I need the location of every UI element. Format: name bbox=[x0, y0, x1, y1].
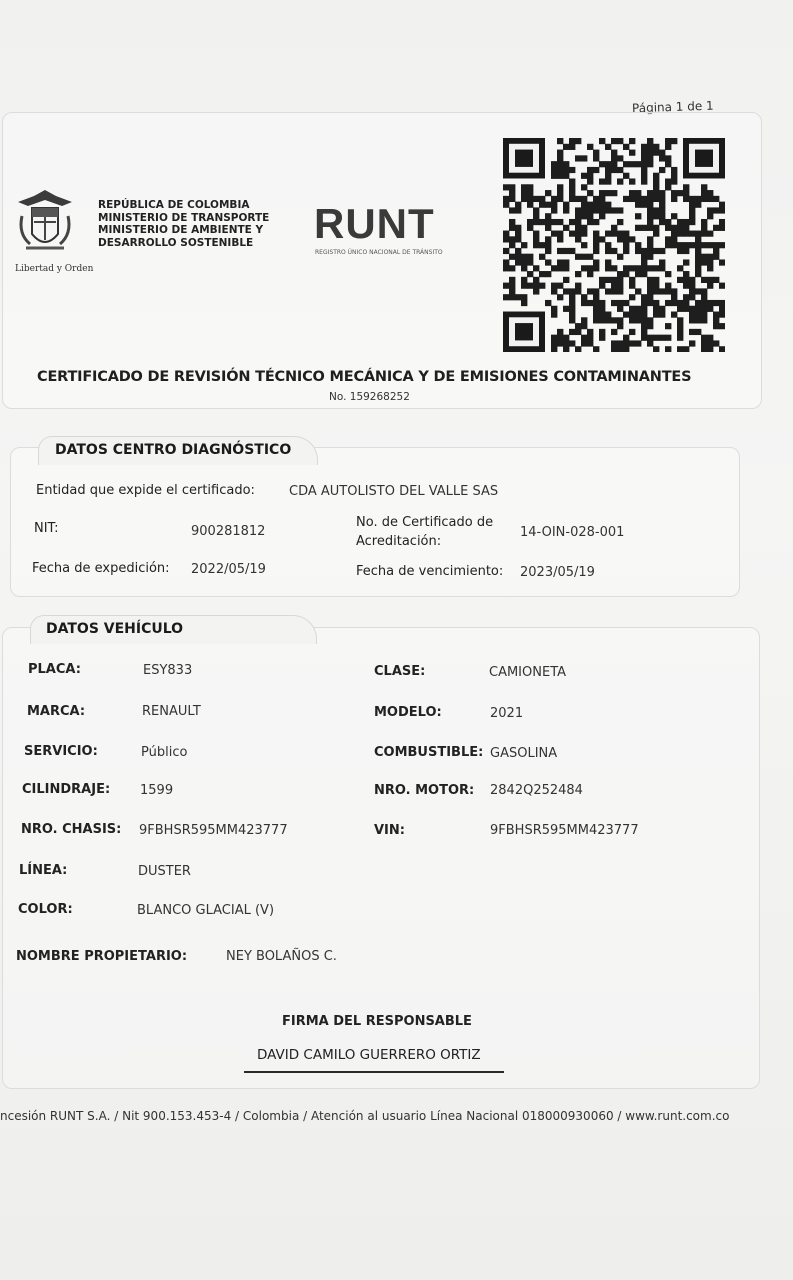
cilindraje-label: CILINDRAJE: bbox=[22, 782, 111, 797]
marca-value: RENAULT bbox=[142, 704, 201, 719]
certificate-title: CERTIFICADO DE REVISIÓN TÉCNICO MECÁNICA Y DE EMISIONES CONTAMINANTES bbox=[37, 369, 692, 385]
servicio-label: SERVICIO: bbox=[24, 744, 98, 759]
cilindraje-value: 1599 bbox=[140, 783, 174, 798]
acreditacion-label bbox=[356, 513, 493, 551]
runt-logo-subtitle: REGISTRO ÚNICO NACIONAL DE TRÁNSITO bbox=[315, 249, 443, 256]
expedicion-value: 2022/05/19 bbox=[191, 562, 266, 577]
gov-line: MINISTERIO DE TRANSPORTE bbox=[98, 211, 270, 224]
nit-value: 900281812 bbox=[191, 524, 266, 539]
linea-label: LÍNEA: bbox=[19, 863, 68, 878]
nit-label: NIT: bbox=[34, 521, 59, 536]
motto: Libertad y Orden bbox=[15, 264, 94, 274]
combustible-value: GASOLINA bbox=[490, 746, 558, 761]
combustible-label: COMBUSTIBLE: bbox=[374, 745, 484, 760]
acreditacion-label-line: Acreditación: bbox=[356, 534, 442, 549]
vin-value: 9FBHSR595MM423777 bbox=[490, 823, 639, 838]
linea-value: DUSTER bbox=[138, 864, 191, 879]
vehiculo-section-title: DATOS VEHÍCULO bbox=[46, 621, 184, 637]
gov-line: MINISTERIO DE AMBIENTE Y bbox=[98, 224, 264, 236]
propietario-value: NEY BOLAÑOS C. bbox=[226, 949, 337, 964]
certificate-number: No. 159268252 bbox=[329, 391, 410, 403]
marca-label: MARCA: bbox=[27, 704, 86, 719]
firma-title: FIRMA DEL RESPONSABLE bbox=[282, 1014, 472, 1029]
entidad-value: CDA AUTOLISTO DEL VALLE SAS bbox=[289, 484, 499, 499]
propietario-label: NOMBRE PROPIETARIO: bbox=[16, 949, 188, 964]
signature-line bbox=[244, 1071, 504, 1073]
placa-value: ESY833 bbox=[143, 663, 193, 678]
modelo-value: 2021 bbox=[490, 706, 524, 721]
expedicion-label: Fecha de expedición: bbox=[32, 561, 170, 576]
clase-value: CAMIONETA bbox=[489, 665, 567, 680]
page-number: Página 1 de 1 bbox=[631, 98, 714, 116]
placa-label: PLACA: bbox=[28, 662, 81, 677]
qr-code-icon bbox=[503, 138, 725, 352]
color-label: COLOR: bbox=[18, 902, 73, 917]
footer-text: ncesión RUNT S.A. / Nit 900.153.453-4 / Colombia / Atención al usuario Línea Nacional 018000930060 / www.runt.com.co bbox=[0, 1109, 730, 1123]
government-entities bbox=[98, 199, 269, 249]
coat-of-arms-icon bbox=[14, 188, 76, 258]
vencimiento-value: 2023/05/19 bbox=[520, 565, 595, 580]
modelo-label: MODELO: bbox=[374, 705, 442, 720]
vin-label: VIN: bbox=[374, 823, 405, 838]
centro-section-title: DATOS CENTRO DIAGNÓSTICO bbox=[55, 442, 292, 458]
chasis-label: NRO. CHASIS: bbox=[21, 822, 122, 837]
acreditacion-label-line: No. de Certificado de bbox=[356, 515, 494, 530]
clase-label: CLASE: bbox=[374, 664, 426, 679]
motor-label: NRO. MOTOR: bbox=[374, 783, 475, 798]
gov-line: DESARROLLO SOSTENIBLE bbox=[98, 236, 254, 249]
motor-value: 2842Q252484 bbox=[490, 783, 583, 798]
acreditacion-value: 14-OIN-028-001 bbox=[520, 525, 625, 540]
gov-line: REPÚBLICA DE COLOMBIA bbox=[98, 199, 250, 211]
color-value: BLANCO GLACIAL (V) bbox=[137, 903, 275, 918]
servicio-value: Público bbox=[141, 745, 188, 760]
entidad-label: Entidad que expide el certificado: bbox=[36, 483, 255, 498]
vencimiento-label: Fecha de vencimiento: bbox=[356, 564, 504, 579]
chasis-value: 9FBHSR595MM423777 bbox=[139, 823, 288, 838]
runt-logo: RUNT bbox=[314, 200, 435, 247]
firma-name: DAVID CAMILO GUERRERO ORTIZ bbox=[257, 1047, 481, 1063]
